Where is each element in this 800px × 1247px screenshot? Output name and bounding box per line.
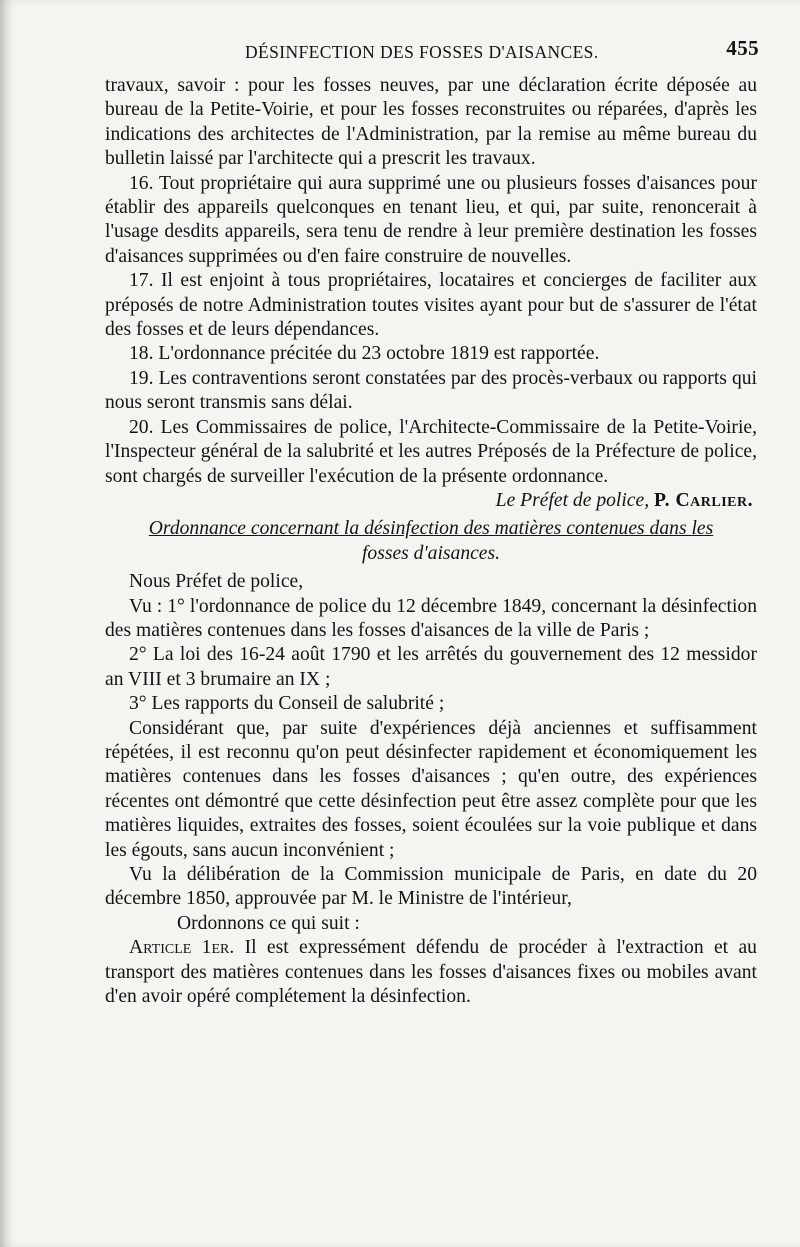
article-1-label: Article 1er.: [129, 937, 235, 959]
article-20: 20. Les Commissaires de police, l'Architecte-Commissaire de la Petite-Voirie, l'Inspecteur général de la salubrité et les autres Préposés de la Préfecture de police, sont chargés de surveiller l'exécution de la présente ordonnance.: [105, 416, 757, 487]
vu-3: 3° Les rapports du Conseil de salubrité ;: [129, 693, 445, 715]
page-number: 455: [726, 36, 759, 60]
article-19: 19. Les contraventions seront constatées par des procès-verbaux ou rapports qui nous seront transmis sans délai.: [105, 367, 757, 414]
signature-name: P. Carlier.: [654, 489, 753, 511]
nous-prefet: Nous Préfet de police,: [129, 571, 304, 593]
article-16: 16. Tout propriétaire qui aura supprimé une ou plusieurs fosses d'aisances pour établir des appareils quelconques en tenant lieu, et qui, par suite, renoncerait à l'usage desdits appareils, sera tenu de rendre à leur première destination les fosses d'aisances supprimées ou d'en faire construire de nouvelles.: [105, 172, 757, 267]
article-18: 18. L'ordonnance précitée du 23 octobre 1819 est rapportée.: [129, 343, 600, 365]
article-1-text: Il est expressément défendu de procéder à l'extraction et au transport des matières contenues dans les fosses d'aisances fixes ou mobiles avant d'en avoir opéré complétement la désinfection.: [105, 937, 757, 1008]
article-17: 17. Il est enjoint à tous propriétaires, locataires et concierges de faciliter aux préposés de notre Administration toutes visites ayant pour but de s'assurer de l'état des fosses et de leurs dépendances.: [105, 270, 757, 341]
vu-2: 2° La loi des 16-24 août 1790 et les arrêtés du gouvernement des 12 messidor an VIII et 3 brumaire an IX ;: [105, 644, 757, 690]
vu-1: Vu : 1° l'ordonnance de police du 12 décembre 1849, concernant la désinfection des matières contenues dans les fosses d'aisances de la ville de Paris ;: [105, 595, 757, 641]
running-head: [105, 34, 757, 74]
considerant: Considérant que, par suite d'expériences déjà anciennes et suffisamment répétées, il est reconnu qu'on peut désinfecter rapidement et économiquement les matières contenues dans les fosses d'aisances ; qu'en outre, des expériences récentes ont démontré que cette désinfection peut être assez complète pour que les matières liquides, extraites des fosses, soient écoulées sur la voie publique et dans les égouts, sans aucun inconvénient ;: [105, 717, 757, 861]
vu-deliberation: Vu la délibération de la Commission municipale de Paris, en date du 20 décembre 1850, approuvée par M. le Ministre de l'intérieur,: [105, 864, 757, 910]
page-content: [105, 34, 757, 1009]
signature: [105, 489, 757, 513]
article-1: [105, 936, 757, 1009]
ordinance-title-line1: Ordonnance concernant la désinfection des matières contenues dans les: [148, 518, 714, 540]
ordinance-title-line2: fosses d'aisances.: [361, 542, 501, 564]
running-title: DÉSINFECTION DES FOSSES D'AISANCES.: [245, 42, 599, 62]
paragraph-travaux: travaux, savoir : pour les fosses neuves, par une déclaration écrite déposée au bureau de la Petite-Voirie, et pour les fosses reconstruites ou réparées, d'après les indications des architectes de l'Administration, par la remise au même bureau du bulletin laissé par l'architecte qui a prescrit les travaux.: [105, 75, 757, 170]
ordonnons: Ordonnons ce qui suit :: [177, 912, 360, 934]
ordinance-title: [105, 517, 757, 566]
signature-role: Le Préfet de police,: [495, 489, 650, 511]
